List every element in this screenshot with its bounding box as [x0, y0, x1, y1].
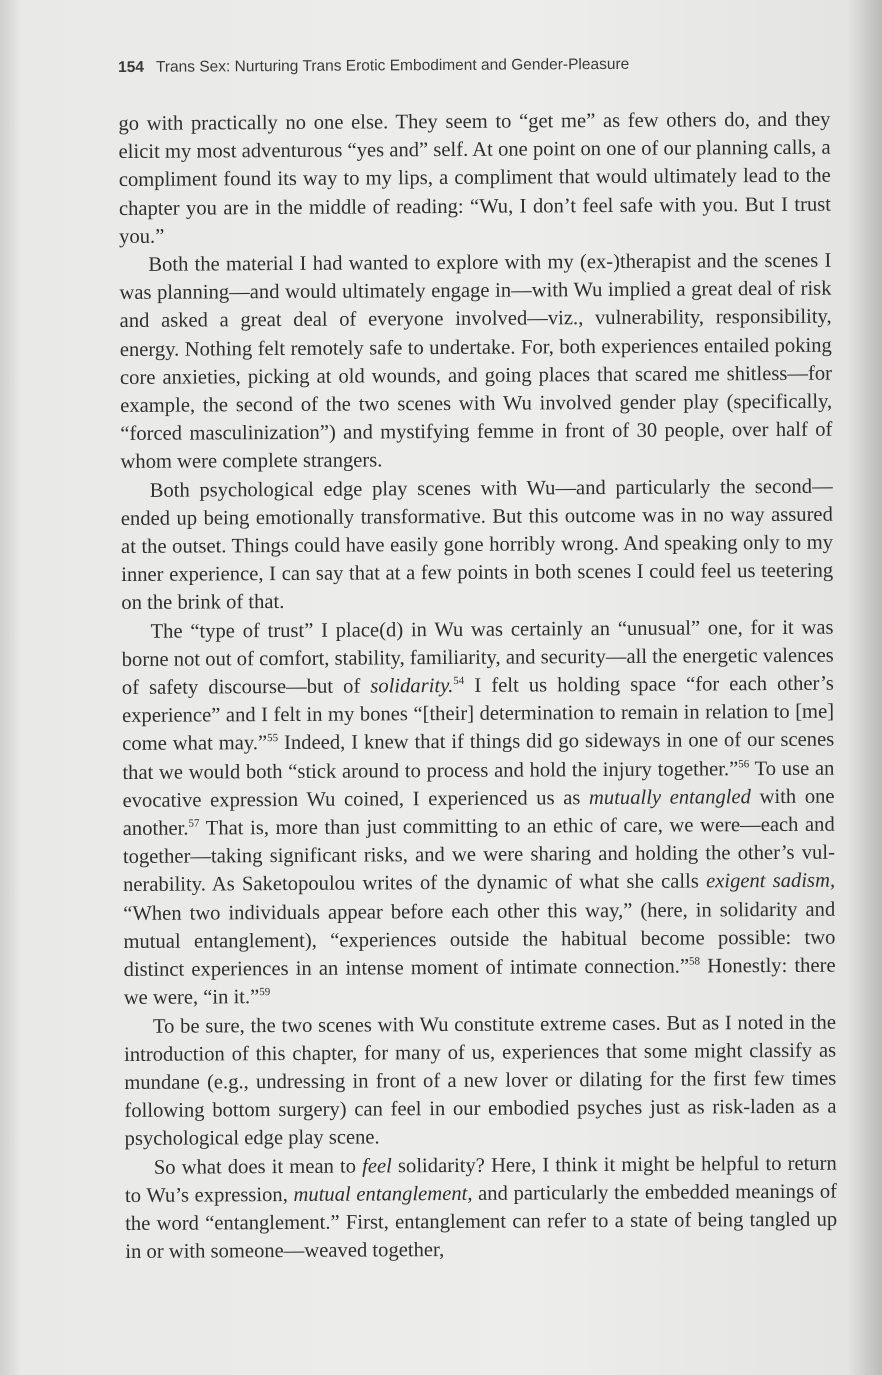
footnote-marker: 57 [188, 817, 200, 830]
paragraph [121, 613, 835, 1012]
italic-text: exigent sadism, [705, 870, 836, 893]
paragraph [119, 247, 832, 477]
italic-text: mutually entangled [588, 786, 751, 810]
book-gutter-shadow [848, 0, 882, 1375]
text-run: The “type of trust” I place(d) in Wu was certainly an “unusual” one, for it was borne not out of comfort, stability, familiarity, and security—all the energetic valences of safety discourse—but of [121, 616, 834, 700]
text-run: “When two individuals appear before each other this way,” (here, in solidarity and mutual entanglement), “experiences outside the habitual become possible: two distinct experiences in an intense moment of intimate connection.” [123, 898, 836, 982]
running-title: Trans Sex: Nurturing Trans Erotic Embodiment and Gender-Pleasure [155, 55, 630, 76]
footnote-marker: 54 [453, 674, 465, 688]
text-run: To be sure, the two scenes with Wu constitute extreme cases. But as I noted in the introduction of this chapter, for many of us, experiences that some might classify as mundane (e.g., undressing in front of a new lover or dilating for the first few times following bottom surgery) can feel in our embodied psyches just as risk-laden as a psychological edge play scene. [124, 1011, 837, 1151]
footnote-marker: 55 [267, 732, 279, 745]
page-number: 154 [118, 58, 145, 76]
text-run: with one another. [122, 785, 835, 841]
book-page [118, 48, 837, 1267]
italic-text: solidarity. [370, 675, 454, 698]
footnote-marker: 58 [688, 955, 701, 968]
text-run: go with practically no one else. They seem to “get me” as few others do, and they elicit my most adventurous “yes and” self. At one point on one of our planning calls, a compliment found its way to my lips, a compliment that would ultimately lead to the chapter you are in the middle of reading: “Wu, I don’t feel safe with you. But I trust you.” [118, 108, 832, 248]
italic-text: mutual entanglement, [293, 1182, 473, 1206]
footnote-marker: 59 [259, 986, 271, 999]
text-run: Both the material I had wanted to explore with my (ex-)therapist and the scenes I was planning—and would ultimately engage in—with Wu implied a great deal of risk and asked a great deal of everyone involved—viz., vulnerability, responsibility, energy. Nothing felt remotely safe to undertake. For, both experiences entailed poking core anxieties, picking at old wounds, and going places that scared me shitless—for example, the second of the two scenes with Wu involved gender play (specifically, “forced masculinization”) and mystifying femme in front of 30 people, over half of whom were complete strangers. [119, 249, 833, 474]
text-run: To use an evocative expression Wu coined, I experienced us as [122, 757, 835, 812]
text-run: Indeed, I knew that if things did go sideways in one of our scenes that we would both “stick around to process and hold the injury together.” [122, 729, 835, 784]
text-run: Both psychological edge play scenes with Wu—and particularly the second—ended up being emotionally transformative. But this outcome was in no way assured at the outset. Things could have easily gone horribly wrong. And speaking only to my inner experience, I can say that at a few points in both scenes I could feel us teetering on the brink of that. [120, 475, 834, 615]
paragraph [125, 1149, 838, 1266]
text-run: and particularly the embedded meanings of the word “entanglement.” First, entanglement can refer to a state of being tangled up in or with someone—weaved together, [125, 1180, 838, 1264]
text-run: I felt us holding space “for each other’s experience” and I felt in my bones “[their] determination to remain in relation to [me] come what may.” [121, 672, 835, 756]
italic-text: feel [362, 1154, 392, 1178]
paragraph [121, 472, 834, 617]
text-run: Honestly: there we were, “in it.” [123, 954, 836, 1010]
body-text [118, 106, 837, 1267]
text-run: solidarity? Here, I think it might be helpful to return to Wu’s expression, [124, 1152, 837, 1207]
running-head [118, 48, 830, 84]
paragraph [118, 106, 831, 251]
footnote-marker: 56 [738, 757, 750, 770]
paragraph [124, 1008, 837, 1153]
text-run: So what does it mean to [153, 1155, 363, 1179]
text-run: That is, more than just committing to an ethic of care, we were—each and together—taking significant risks, and we were sharing and holding the other’s vulnerability. As Saketopoulou writes of the dynamic of what she calls [122, 813, 835, 897]
